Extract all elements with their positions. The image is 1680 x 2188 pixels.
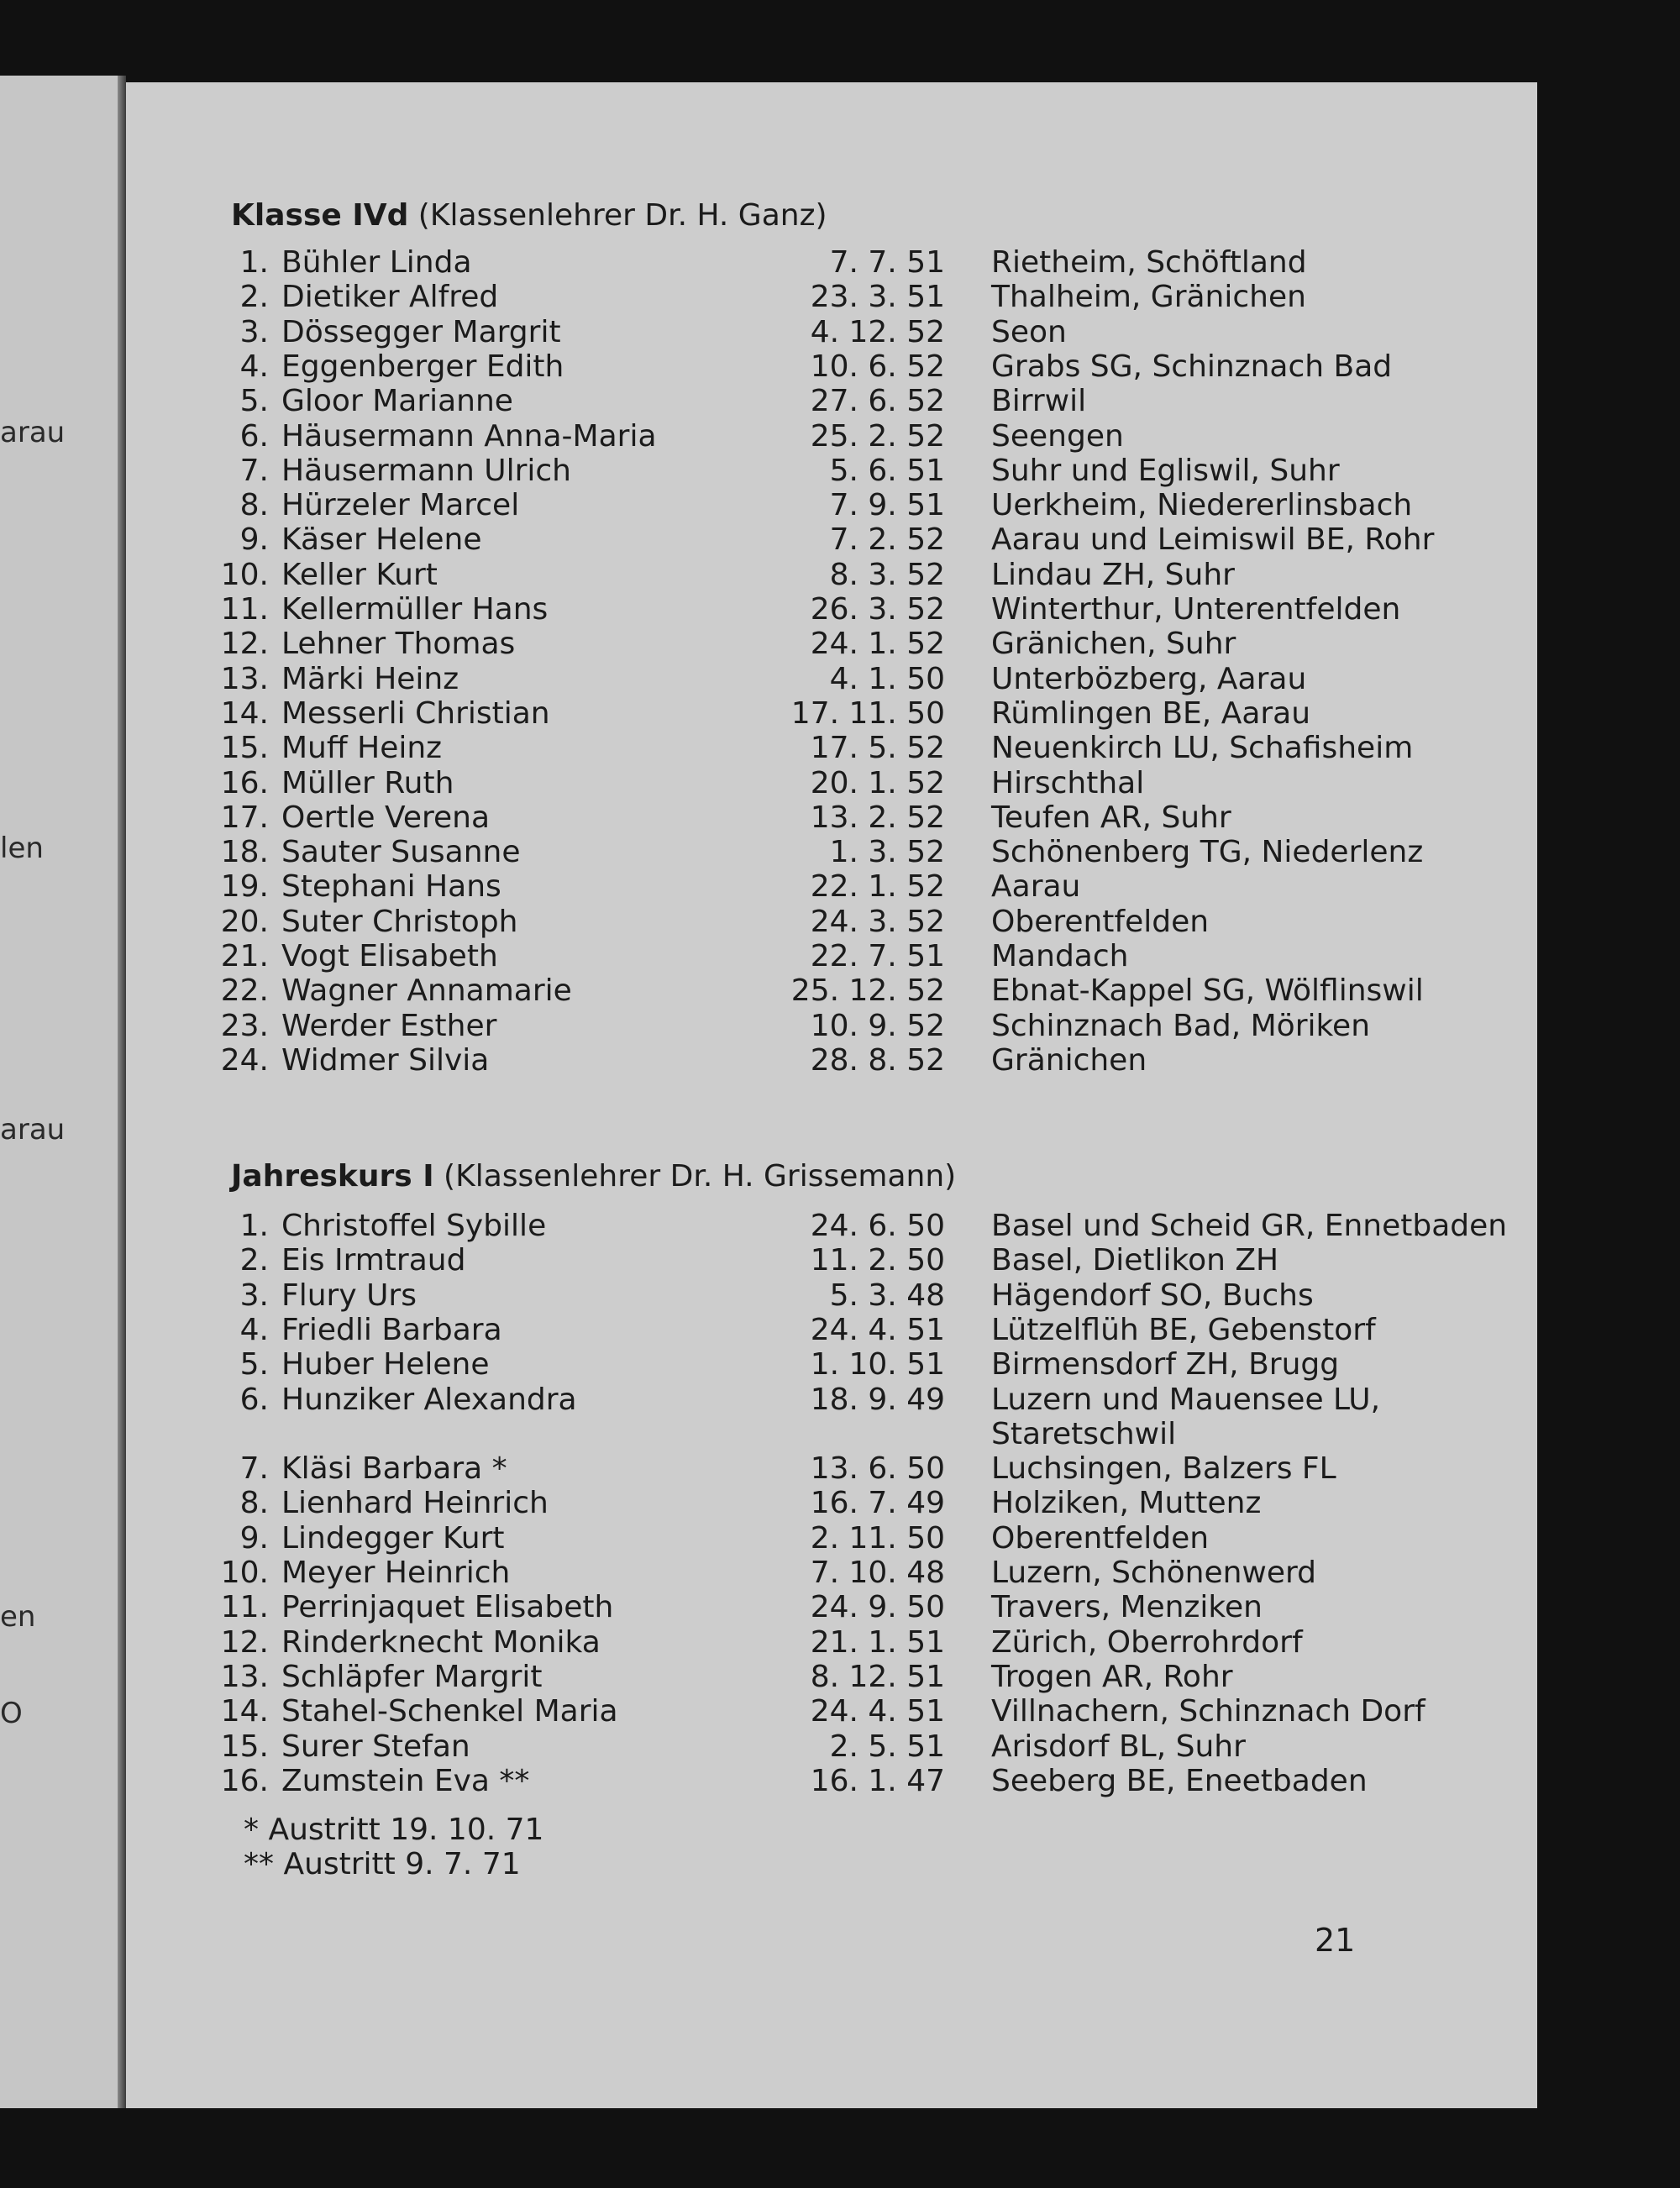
student-name: Stephani Hans (281, 869, 501, 905)
birth-date: 21. 1. 51 (810, 1624, 945, 1660)
birth-date: 22. 7. 51 (810, 939, 945, 973)
student-name: Vogt Elisabeth (281, 939, 498, 973)
hometown-residence: Mandach (991, 939, 1129, 973)
hometown-residence: Gränichen, Suhr (991, 627, 1236, 662)
row-number: 22. (220, 973, 269, 1009)
student-row (126, 522, 1537, 558)
student-name: Hürzeler Marcel (281, 488, 520, 523)
student-row (126, 1009, 1537, 1044)
birth-date: 13. 2. 52 (810, 800, 945, 835)
birth-date: 2. 5. 51 (829, 1729, 945, 1764)
birth-date: 10. 6. 52 (810, 349, 945, 384)
student-row (126, 1313, 1537, 1348)
birth-date: 24. 9. 50 (810, 1590, 945, 1625)
footnote: * Austritt 19. 10. 71 (244, 1813, 544, 1847)
birth-date: 1. 3. 52 (829, 835, 945, 870)
hometown-residence: Suhr und Egliswil, Suhr (991, 453, 1340, 488)
birth-date: 17. 5. 52 (810, 731, 945, 766)
student-name: Dössegger Margrit (281, 314, 561, 349)
hometown-residence: Oberentfelden (991, 1520, 1210, 1556)
row-number: 12. (220, 1624, 269, 1660)
row-number: 13. (220, 1659, 269, 1694)
hometown-residence: Thalheim, Gränichen (991, 280, 1306, 315)
student-name: Sauter Susanne (281, 835, 521, 870)
student-row (126, 1451, 1537, 1487)
row-number: 17. (220, 800, 269, 835)
student-name: Häusermann Ulrich (281, 453, 571, 488)
row-number: 11. (220, 1590, 269, 1625)
section-heading-klasse-ivd (231, 198, 827, 233)
row-number: 3. (239, 1278, 269, 1313)
row-number: 9. (239, 1520, 269, 1556)
section-title-teacher: (Klassenlehrer Dr. H. Ganz) (408, 198, 827, 233)
hometown-residence: Neuenkirch LU, Schafisheim (991, 731, 1414, 766)
hometown-residence: Rümlingen BE, Aarau (991, 695, 1311, 731)
birth-date: 25. 12. 52 (790, 973, 945, 1009)
birth-date: 16. 1. 47 (810, 1763, 945, 1798)
student-name: Muff Heinz (281, 731, 443, 766)
birth-date: 7. 9. 51 (829, 488, 945, 523)
student-name: Friedli Barbara (281, 1312, 502, 1347)
student-row (126, 696, 1537, 732)
student-row (126, 384, 1537, 419)
hometown-residence: Schönenberg TG, Niederlenz (991, 835, 1424, 870)
hometown-residence: Lindau ZH, Suhr (991, 557, 1235, 592)
section-title-bold: Jahreskurs I (231, 1159, 434, 1194)
birth-date: 5. 6. 51 (829, 453, 945, 488)
birth-date: 7. 7. 51 (829, 245, 945, 280)
section-title-teacher: (Klassenlehrer Dr. H. Grissemann) (433, 1159, 957, 1194)
hometown-residence: Luzern und Mauensee LU, (991, 1382, 1381, 1417)
row-number: 12. (220, 627, 269, 662)
section-heading-jahreskurs-i (231, 1159, 956, 1194)
hometown-residence: Ebnat-Kappel SG, Wölflinswil (991, 973, 1424, 1009)
birth-date: 4. 12. 52 (810, 314, 945, 349)
hometown-residence: Aarau und Leimiswil BE, Rohr (991, 522, 1435, 558)
hometown-residence: Aarau (991, 869, 1081, 905)
row-number: 19. (220, 869, 269, 905)
birth-date: 11. 2. 50 (810, 1243, 945, 1278)
row-number: 15. (220, 731, 269, 766)
left-page-fragment: arau (0, 1113, 66, 1146)
student-row-continuation (126, 1417, 1537, 1452)
row-number: 10. (220, 557, 269, 592)
hometown-residence: Seengen (991, 418, 1124, 454)
hometown-residence: Gränichen (991, 1042, 1147, 1078)
student-name: Häusermann Anna-Maria (281, 418, 657, 454)
student-row (126, 1486, 1537, 1521)
student-row (126, 315, 1537, 350)
row-number: 1. (239, 245, 269, 280)
student-name: Suter Christoph (281, 904, 518, 939)
student-name: Surer Stefan (281, 1729, 470, 1764)
document-page (126, 82, 1537, 2108)
student-row (126, 1278, 1537, 1314)
left-page-fragment: len (0, 832, 44, 865)
row-number: 14. (220, 695, 269, 731)
hometown-residence: Seon (991, 314, 1067, 349)
birth-date: 2. 11. 50 (810, 1520, 945, 1556)
student-name: Kellermüller Hans (281, 592, 549, 627)
student-row (126, 1209, 1537, 1244)
student-row (126, 245, 1537, 281)
hometown-residence: Grabs SG, Schinznach Bad (991, 349, 1393, 384)
row-number: 2. (239, 1243, 269, 1278)
student-name: Bühler Linda (281, 245, 472, 280)
student-name: Wagner Annamarie (281, 973, 572, 1009)
row-number: 21. (220, 939, 269, 973)
row-number: 23. (220, 1008, 269, 1043)
page-number: 21 (1315, 1922, 1356, 1959)
hometown-residence: Lützelflüh BE, Gebenstorf (991, 1312, 1376, 1347)
hometown-residence: Birmensdorf ZH, Brugg (991, 1347, 1340, 1383)
row-number: 6. (239, 1382, 269, 1417)
student-name: Müller Ruth (281, 765, 454, 800)
hometown-residence: Trogen AR, Rohr (991, 1659, 1233, 1694)
row-number: 4. (239, 1312, 269, 1347)
birth-date: 18. 9. 49 (810, 1382, 945, 1417)
student-name: Hunziker Alexandra (281, 1382, 577, 1417)
student-row (126, 1383, 1537, 1418)
row-number: 8. (239, 488, 269, 523)
row-number: 16. (220, 765, 269, 800)
row-number: 6. (239, 418, 269, 454)
birth-date: 13. 6. 50 (810, 1451, 945, 1487)
birth-date: 16. 7. 49 (810, 1486, 945, 1521)
student-name: Dietiker Alfred (281, 280, 499, 315)
student-row (126, 869, 1537, 905)
hometown-residence: Travers, Menziken (991, 1590, 1263, 1625)
student-name: Oertle Verena (281, 800, 491, 835)
student-row (126, 349, 1537, 385)
student-name: Werder Esther (281, 1008, 497, 1043)
student-row (126, 1590, 1537, 1625)
birth-date: 8. 12. 51 (810, 1659, 945, 1694)
student-name: Stahel-Schenkel Maria (281, 1694, 618, 1729)
hometown-residence: Staretschwil (991, 1416, 1177, 1451)
student-row (126, 627, 1537, 662)
student-row (126, 1347, 1537, 1383)
student-name: Keller Kurt (281, 557, 438, 592)
birth-date: 7. 10. 48 (810, 1556, 945, 1590)
row-number: 14. (220, 1694, 269, 1729)
student-name: Messerli Christian (281, 695, 550, 731)
student-row (126, 1729, 1537, 1765)
birth-date: 27. 6. 52 (810, 384, 945, 419)
birth-date: 5. 3. 48 (829, 1278, 945, 1313)
birth-date: 24. 4. 51 (810, 1694, 945, 1729)
student-name: Gloor Marianne (281, 384, 513, 419)
student-row (126, 1764, 1537, 1799)
hometown-residence: Basel und Scheid GR, Ennetbaden (991, 1209, 1508, 1243)
student-row (126, 766, 1537, 801)
student-name: Zumstein Eva ** (281, 1763, 530, 1798)
hometown-residence: Oberentfelden (991, 904, 1210, 939)
left-page-edge (0, 76, 126, 2108)
row-number: 2. (239, 280, 269, 315)
student-name: Lindegger Kurt (281, 1520, 505, 1556)
row-number: 18. (220, 835, 269, 870)
hometown-residence: Uerkheim, Niedererlinsbach (991, 488, 1413, 523)
hometown-residence: Teufen AR, Suhr (991, 800, 1231, 835)
student-row (126, 419, 1537, 454)
student-row (126, 1521, 1537, 1556)
hometown-residence: Villnachern, Schinznach Dorf (991, 1694, 1425, 1729)
hometown-residence: Holziken, Muttenz (991, 1486, 1262, 1521)
student-row (126, 731, 1537, 766)
left-page-fragment: O (0, 1697, 23, 1730)
student-name: Meyer Heinrich (281, 1556, 511, 1590)
student-row (126, 662, 1537, 697)
student-name: Eggenberger Edith (281, 349, 564, 384)
student-name: Eis Irmtraud (281, 1243, 466, 1278)
student-row (126, 1694, 1537, 1729)
student-row (126, 905, 1537, 940)
student-row (126, 939, 1537, 974)
student-name: Perrinjaquet Elisabeth (281, 1590, 614, 1625)
row-number: 16. (220, 1763, 269, 1798)
row-number: 5. (239, 384, 269, 419)
student-name: Flury Urs (281, 1278, 417, 1313)
hometown-residence: Luzern, Schönenwerd (991, 1556, 1317, 1590)
hometown-residence: Basel, Dietlikon ZH (991, 1243, 1279, 1278)
hometown-residence: Winterthur, Unterentfelden (991, 592, 1401, 627)
birth-date: 26. 3. 52 (810, 592, 945, 627)
hometown-residence: Hirschthal (991, 765, 1145, 800)
student-name: Lehner Thomas (281, 627, 516, 662)
student-row (126, 488, 1537, 523)
left-page-fragment: en (0, 1600, 36, 1634)
student-row (126, 1243, 1537, 1278)
row-number: 1. (239, 1209, 269, 1243)
footnote: ** Austritt 9. 7. 71 (244, 1847, 521, 1881)
hometown-residence: Luchsingen, Balzers FL (991, 1451, 1336, 1487)
student-name: Widmer Silvia (281, 1042, 490, 1078)
student-row (126, 973, 1537, 1009)
hometown-residence: Hägendorf SO, Buchs (991, 1278, 1314, 1313)
student-row (126, 558, 1537, 593)
hometown-residence: Arisdorf BL, Suhr (991, 1729, 1246, 1764)
row-number: 3. (239, 314, 269, 349)
student-row (126, 835, 1537, 870)
student-name: Märki Heinz (281, 661, 459, 696)
row-number: 13. (220, 661, 269, 696)
birth-date: 23. 3. 51 (810, 280, 945, 315)
student-name: Kläsi Barbara * (281, 1451, 507, 1487)
birth-date: 25. 2. 52 (810, 418, 945, 454)
birth-date: 10. 9. 52 (810, 1008, 945, 1043)
student-row (126, 592, 1537, 627)
hometown-residence: Zürich, Oberrohrdorf (991, 1624, 1303, 1660)
row-number: 10. (220, 1556, 269, 1590)
student-name: Schläpfer Margrit (281, 1659, 543, 1694)
student-name: Rinderknecht Monika (281, 1624, 601, 1660)
birth-date: 24. 3. 52 (810, 904, 945, 939)
hometown-residence: Unterbözberg, Aarau (991, 661, 1307, 696)
hometown-residence: Birrwil (991, 384, 1087, 419)
row-number: 9. (239, 522, 269, 558)
row-number: 7. (239, 1451, 269, 1487)
birth-date: 20. 1. 52 (810, 765, 945, 800)
student-row (126, 280, 1537, 315)
row-number: 15. (220, 1729, 269, 1764)
student-row (126, 1625, 1537, 1661)
birth-date: 17. 11. 50 (790, 695, 945, 731)
row-number: 20. (220, 904, 269, 939)
row-number: 24. (220, 1042, 269, 1078)
student-row (126, 800, 1537, 836)
student-name: Käser Helene (281, 522, 482, 558)
hometown-residence: Schinznach Bad, Möriken (991, 1008, 1371, 1043)
row-number: 11. (220, 592, 269, 627)
birth-date: 24. 1. 52 (810, 627, 945, 662)
left-page-fragment: arau (0, 416, 66, 449)
birth-date: 22. 1. 52 (810, 869, 945, 905)
section-title-bold: Klasse IVd (231, 198, 409, 233)
birth-date: 8. 3. 52 (829, 557, 945, 592)
birth-date: 7. 2. 52 (829, 522, 945, 558)
birth-date: 1. 10. 51 (810, 1347, 945, 1383)
birth-date: 24. 6. 50 (810, 1209, 945, 1243)
row-number: 8. (239, 1486, 269, 1521)
birth-date: 24. 4. 51 (810, 1312, 945, 1347)
student-name: Huber Helene (281, 1347, 490, 1383)
hometown-residence: Rietheim, Schöftland (991, 245, 1307, 280)
birth-date: 28. 8. 52 (810, 1042, 945, 1078)
birth-date: 4. 1. 50 (829, 661, 945, 696)
student-row (126, 1043, 1537, 1078)
row-number: 5. (239, 1347, 269, 1383)
student-name: Christoffel Sybille (281, 1209, 547, 1243)
student-row (126, 1556, 1537, 1591)
student-name: Lienhard Heinrich (281, 1486, 549, 1521)
book-spine (118, 76, 126, 2108)
student-row (126, 454, 1537, 489)
row-number: 7. (239, 453, 269, 488)
student-row (126, 1660, 1537, 1695)
hometown-residence: Seeberg BE, Eneetbaden (991, 1763, 1368, 1798)
row-number: 4. (239, 349, 269, 384)
